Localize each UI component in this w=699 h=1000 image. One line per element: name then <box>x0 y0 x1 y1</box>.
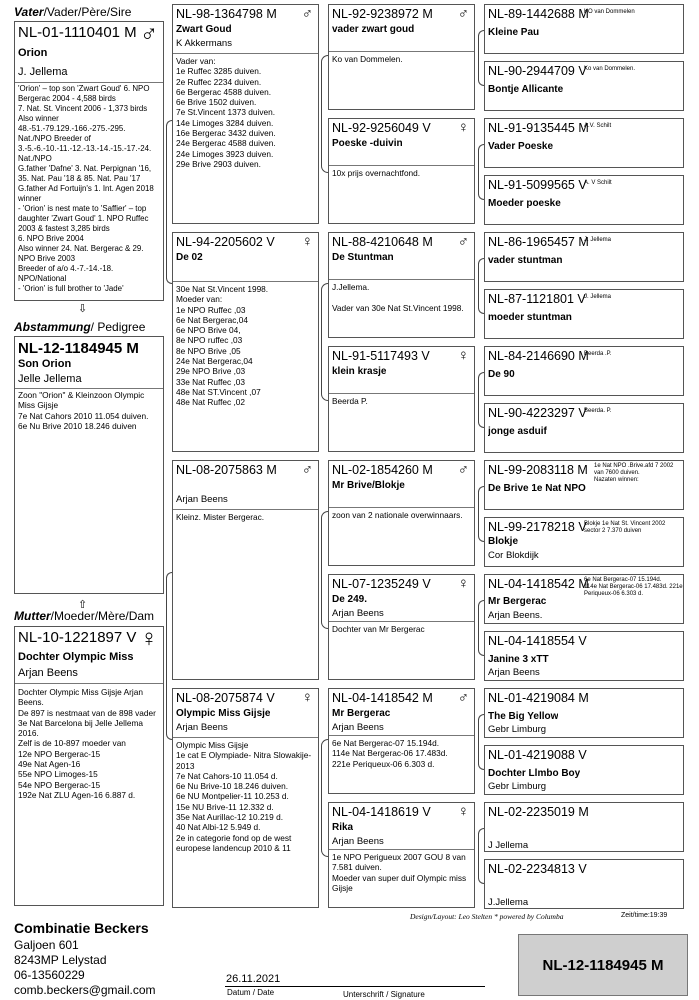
sire-breeder: J. Jellema <box>18 66 68 78</box>
gen4-name: De Brive 1e Nat NPO <box>488 483 586 494</box>
sire-name: Orion <box>18 47 48 59</box>
gen2-box <box>172 4 319 224</box>
brace <box>321 55 328 173</box>
gen4-box <box>484 403 684 453</box>
gen2-name: Olympic Miss Gijsje <box>176 708 271 719</box>
gen4-box <box>484 517 684 567</box>
gen4-breeder: Gebr Limburg <box>488 724 547 735</box>
gen4-name: Blokje <box>488 536 519 547</box>
gen4-box <box>484 61 684 111</box>
gen4-ring: NL-90-2944709 V <box>488 64 587 78</box>
gen3-ring: NL-92-9238972 M <box>332 7 433 21</box>
gen4-breeder: Gebr Limburg <box>488 781 547 792</box>
gen3-ring: NL-04-1418542 M <box>332 691 433 705</box>
female-icon: ♀ <box>301 689 313 706</box>
gen2-info: Kleinz. Mister Bergerac. <box>176 512 265 522</box>
gen4-box <box>484 745 684 795</box>
gen4-ring: NL-91-5099565 V <box>488 178 587 192</box>
female-icon: ♀ <box>457 347 469 364</box>
gen2-info: 30e Nat St.Vincent 1998. Moeder van: 1e NPO Ruffec ,03 6e Nat Bergerac,04 6e NPO Brive 04, 8e NPO ruffec ,03 8e NPO Brive ,05 24e Nat Bergerac,04 29e NPO Brive ,03 33e Nat Ruffec ,03 48e Nat ST.Vincent ,07 48e Nat Ruffec ,02 <box>176 284 269 408</box>
gen4-name: Dochter Llmbo Boy <box>488 768 581 779</box>
dam-breeder: Arjan Beens <box>18 667 78 679</box>
gen3-info: Beerda P. <box>332 396 368 406</box>
gen4-box <box>484 346 684 396</box>
subject-box <box>14 336 164 594</box>
sire-ring: NL-01-1110401 M <box>18 24 137 41</box>
pedigree-header: Abstammung/ Pedigree <box>14 320 146 334</box>
brace <box>321 283 328 401</box>
gen4-name: The Big Yellow <box>488 711 559 722</box>
gen2-breeder: Arjan Beens <box>176 494 228 505</box>
design-credit: Design/Layout: Leo Stelten * powered by Columba <box>410 912 564 921</box>
gen3-name: De Stuntman <box>332 252 394 263</box>
gen4-ring: NL-99-2178218 V <box>488 520 587 534</box>
dam-ring: NL-10-1221897 V <box>18 629 137 646</box>
dam-header: Mutter/Moeder/Mère/Dam <box>14 609 155 623</box>
owner-address2: 8243MP Lelystad <box>14 953 107 967</box>
gen4-breeder: J Jellema <box>488 840 529 851</box>
gen2-name: De 02 <box>176 252 203 263</box>
male-icon: ♂ <box>457 233 469 250</box>
gen3-info: J.Jellema. Vader van 30e Nat St.Vincent 1998. <box>332 282 464 313</box>
gen4-note: A. V Schilt <box>584 180 612 186</box>
male-icon: ♂ <box>140 21 158 47</box>
gen3-name: De 249. <box>332 594 368 605</box>
sire-info: 'Orion' – top son 'Zwart Goud' 6. NPO Bergerac 2004 - 4,588 birds 7. Nat. St. Vincent 2006 - 1,373 birds Also winner 48.-51.-79.129.-166.-275.-295. Nat./NPO Breeder of 3.-5.-6.-10.-11.-12.-13.-14.-15.-17.-24. Nat./NPO G.father 'Dafne' 3. Nat. Perpignan '16, 35. Nat. Pau '18 & 85. Nat. Pau '17 G.father Ad Fortuijn's 1. Int. Agen 2018 winner - 'Orion' is nest mate to 'Saffier' – top daughter 'Zwart Goud' 1. NPO Ruffec 2003 & fastest 3,285 birds 6. NPO Brive 2004 Also winner 24. Nat. Bergerac & 29. NPO Brive 2003 Breeder of a/o 4.-7.-14.-18. NPO/National - 'Orion' is full brother to 'Jade' <box>18 84 154 293</box>
gen2-ring: NL-08-2075863 M <box>176 463 277 477</box>
gen4-note: A.V. Schilt <box>584 123 612 129</box>
gen4-box <box>484 289 684 339</box>
gen4-ring: NL-01-4219088 V <box>488 748 587 762</box>
gen3-name: Mr Bergerac <box>332 708 391 719</box>
male-icon: ♂ <box>457 689 469 706</box>
gen3-box <box>328 460 475 566</box>
gen3-info: 10x prijs overnachtfond. <box>332 168 421 178</box>
gen3-box <box>328 4 475 110</box>
subject-breeder: Jelle Jellema <box>18 373 82 385</box>
gen3-ring: NL-07-1235249 V <box>332 577 431 591</box>
female-icon: ♀ <box>301 233 313 250</box>
brace <box>321 739 328 857</box>
owner-name: Combinatie Beckers <box>14 920 149 936</box>
gen4-box <box>484 688 684 738</box>
female-icon: ♀ <box>140 626 158 652</box>
gen4-ring: NL-04-1418554 V <box>488 634 587 648</box>
gen3-ring: NL-02-1854260 M <box>332 463 433 477</box>
gen3-info: 6e Nat Bergerac-07 15.194d. 114e Nat Bergerac-06 17.483d. 221e Periqueux-06 6.303 d. <box>332 738 448 769</box>
gen3-ring: NL-88-4210648 M <box>332 235 433 249</box>
gen3-ring: NL-04-1418619 V <box>332 805 431 819</box>
gen4-name: Janine 3 xTT <box>488 654 549 665</box>
gen4-note: J. Jellema <box>584 237 612 243</box>
gen4-name: jonge asduif <box>488 426 547 437</box>
gen2-box <box>172 460 319 680</box>
gen4-name: vader stuntman <box>488 255 563 266</box>
gen4-ring: NL-99-2083118 M <box>488 463 588 477</box>
gen4-note: 6e Nat Bergerac-07 15.194d. 114e Nat Bergerac-06 17.483d. 221e Periqueux-06 6.303 d. <box>584 577 683 597</box>
gen3-ring: NL-92-9256049 V <box>332 121 431 135</box>
gen4-breeder: J.Jellema <box>488 897 529 908</box>
gen4-ring: NL-04-1418542 M <box>488 577 589 591</box>
gen4-note: KO van Dommelen <box>584 9 635 15</box>
gen3-breeder: Arjan Beens <box>332 722 384 733</box>
gen4-ring: NL-02-2235019 M <box>488 805 589 819</box>
gen3-box <box>328 574 475 680</box>
gen4-box <box>484 802 684 852</box>
gen4-breeder: Cor Blokdijk <box>488 550 539 561</box>
gen2-info: Olympic Miss Gijsje 1e cat E Olympiade- Nitra Slowakije-2013 7e Nat Cahors-10 11.054 d. 6e Nu Brive-10 18.246 duiven. 6e NU Montpelier-11 10.253 d. 15e NU Brive-11 12.332 d. 35e Nat Aurillac-12 10.219 d. 40 Nat Albi-12 5.949 d. 2e in categorie fond op de west europese landencup 2010 & 11 <box>176 740 312 853</box>
gen4-box <box>484 232 684 282</box>
gen4-breeder: Arjan Beens. <box>488 610 543 621</box>
print-time: Zeit/time:19:39 <box>621 912 668 919</box>
owner-phone: 06-13560229 <box>14 968 85 982</box>
gen4-box <box>484 574 684 624</box>
gen3-box <box>328 346 475 452</box>
gen4-note: Beerda .P. <box>584 351 612 357</box>
gen4-ring: NL-90-4223297 V <box>488 406 587 420</box>
sire-box <box>14 21 164 301</box>
gen4-box <box>484 460 684 510</box>
arrow-up-icon: ⇧ <box>78 599 88 611</box>
brace <box>321 511 328 629</box>
gen3-name: Poeske -duivin <box>332 138 403 149</box>
gen4-ring: NL-87-1121801 V <box>488 292 586 306</box>
gen4-note: Ko van Dommelen. <box>584 66 636 72</box>
male-icon: ♂ <box>301 461 313 478</box>
gen3-ring: NL-91-5117493 V <box>332 349 430 363</box>
female-icon: ♀ <box>457 803 469 820</box>
subject-name: Son Orion <box>18 358 72 370</box>
gen4-ring: NL-91-9135445 M <box>488 121 589 135</box>
gen4-name: moeder stuntman <box>488 312 572 323</box>
gen3-name: Rika <box>332 822 354 833</box>
signature-line <box>225 986 485 987</box>
dam-name: Dochter Olympic Miss <box>18 651 134 663</box>
gen2-name: Zwart Goud <box>176 24 232 35</box>
gen4-note: J. Jellema <box>584 294 612 300</box>
gen2-box <box>172 688 319 908</box>
gen2-breeder: K Akkermans <box>176 38 232 49</box>
dam-info: Dochter Olympic Miss Gijsje Arjan Beens. De 897 is nestmaat van de 898 vader 3e Nat Barcelona bij Jelle Jellema 2016. Zelf is de 10-897 moeder van 12e NPO Bergerac-15 49e Nat Agen-16 55e NPO Limoges-15 54e NPO Bergerac-15 192e Nat ZLU Agen-16 6.887 d. <box>18 687 156 800</box>
male-icon: ♂ <box>457 461 469 478</box>
gen2-ring: NL-94-2205602 V <box>176 235 275 249</box>
gen4-name: De 90 <box>488 369 515 380</box>
gen4-note: Beerda. P. <box>584 408 612 414</box>
signature-label: Unterschrift / Signature <box>343 990 425 999</box>
owner-address1: Galjoen 601 <box>14 938 79 952</box>
gen2-breeder: Arjan Beens <box>176 722 228 733</box>
gen4-ring: NL-89-1442688 M <box>488 7 589 21</box>
subject-ring: NL-12-1184945 M <box>18 340 139 357</box>
gen3-box <box>328 802 475 908</box>
gen4-name: Mr Bergerac <box>488 596 547 607</box>
ring-number-box <box>518 934 688 996</box>
gen3-name: Mr Brive/Blokje <box>332 480 405 491</box>
owner-email[interactable]: comb.beckers@gmail.com <box>14 983 156 997</box>
gen4-name: Moeder poeske <box>488 198 561 209</box>
gen3-info: Ko van Dommelen. <box>332 54 403 64</box>
gen2-ring: NL-98-1364798 M <box>176 7 277 21</box>
date-value: 26.11.2021 <box>226 973 281 985</box>
arrow-down-icon: ⇩ <box>78 303 88 315</box>
gen4-note: 1e Nat NPO .Brive.afd 7 2002 van 7600 duiven. Nazaten winnen: <box>594 463 674 483</box>
date-label: Datum / Date <box>227 988 275 997</box>
gen4-box <box>484 4 684 54</box>
gen3-name: vader zwart goud <box>332 24 415 35</box>
gen4-ring: NL-02-2234813 V <box>488 862 587 876</box>
gen4-name: Vader Poeske <box>488 141 554 152</box>
subject-info: Zoon "Orion" & Kleinzoon Olympic Miss Gijsje 7e Nat Cahors 2010 11.054 duiven. 6e Nu Brive 2010 18.246 duiven <box>18 390 149 431</box>
gen4-box <box>484 631 684 681</box>
ring-number: NL-12-1184945 M <box>542 956 664 974</box>
gen3-info: 1e NPO Perigueux 2007 GOU 8 van 7.581 duiven. Moeder van super duif Olympic miss Gijsje <box>332 852 467 893</box>
gen4-box <box>484 118 684 168</box>
gen4-ring: NL-86-1965457 M <box>488 235 589 249</box>
female-icon: ♀ <box>457 575 469 592</box>
gen2-box <box>172 232 319 452</box>
female-icon: ♀ <box>457 119 469 136</box>
sire-header: Vater/Vader/Père/Sire <box>14 5 132 19</box>
gen4-box <box>484 175 684 225</box>
gen3-breeder: Arjan Beens <box>332 608 384 619</box>
dam-box <box>14 626 164 906</box>
male-icon: ♂ <box>301 5 313 22</box>
male-icon: ♂ <box>457 5 469 22</box>
gen4-ring: NL-84-2146690 M <box>488 349 589 363</box>
gen4-note: Blokje 1e Nat St. Vincent 2002 sector 2 7.370 duiven <box>584 521 666 534</box>
gen3-breeder: Arjan Beens <box>332 836 384 847</box>
gen3-name: klein krasje <box>332 366 387 377</box>
gen4-breeder: Arjan Beens <box>488 667 540 678</box>
gen4-ring: NL-01-4219084 M <box>488 691 589 705</box>
gen2-info: Vader van: 1e Ruffec 3285 duiven. 2e Ruffec 2234 duiven. 6e Bergerac 4588 duiven. 6e Brive 1502 duiven. 7e St.Vincent 1373 duiven. 14e Limoges 3284 duiven. 16e Bergerac 3432 duiven. 24e Bergerac 4588 duiven. 24e Limoges 3923 duiven. 29e Brive 2903 duiven. <box>176 56 276 169</box>
gen3-box <box>328 232 475 338</box>
gen4-name: Bontje Allicante <box>488 84 564 95</box>
gen3-box <box>328 118 475 224</box>
gen3-info: Dochter van Mr Bergerac <box>332 624 425 634</box>
gen4-box <box>484 859 684 909</box>
gen3-box <box>328 688 475 794</box>
gen2-ring: NL-08-2075874 V <box>176 691 275 705</box>
gen4-name: Kleine Pau <box>488 27 540 38</box>
gen3-info: zoon van 2 nationale overwinnaars. <box>332 510 463 520</box>
